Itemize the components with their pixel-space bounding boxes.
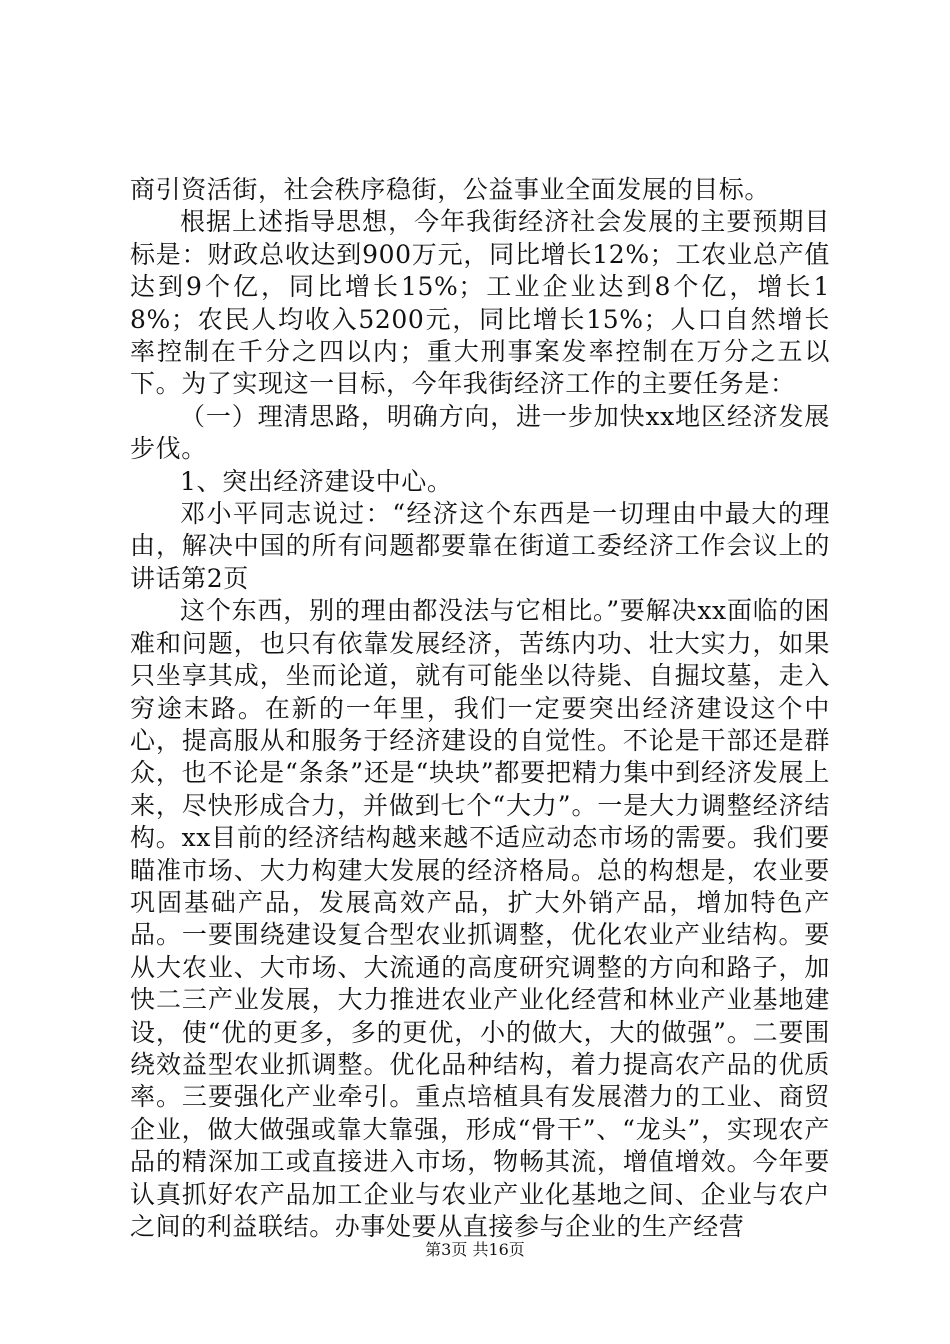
paragraph-economic-structure: 这个东西，别的理由都没法与它相比。”要解决xx面临的困难和问题，也只有依靠发展经济，苦练内功、壮大实力，如果只坐享其成，坐而论道，就有可能坐以待毙、自掘坟墓，走入穷途末路。在新的一年里，我们一定要突出经济建设这个中心，提高服从和服务于经济建设的自觉性。不论是干部还是群众，也不论是“条条”还是“块块”都要把精力集中到经济发展上来，尽快形成合力，并做到七个“大力”。一是大力调整经济结构。xx目前的经济结构越来越不适应动态市场的需要。我们要瞄准市场、大力构建大发展的经济格局。总的构想是，农业要巩固基础产品，发展高效产品，扩大外销产品，增加特色产品。一要围绕建设复合型农业抓调整，优化农业产业结构。要从大农业、大市场、大流通的高度研究调整的方向和路子，加快二三产业发展，大力推进农业产业化经营和林业产业基地建设，使“优的更多，多的更优，小的做大，大的做强”。二要围绕效益型农业抓调整。优化品种结构，着力提高农产品的优质率。三要强化产业牵引。重点培植具有发展潜力的工业、商贸企业，做大做强或靠大靠强，形成“骨干”、“龙头”，实现农产品的精深加工或直接进入市场，物畅其流，增值增效。今年要认真抓好农产品加工企业与农业产业化基地之间、企业与农户之间的利益联结。办事处要从直接参与企业的生产经营 xyxy=(130,596,830,1241)
paragraph-targets: 根据上述指导思想，今年我街经济社会发展的主要预期目标是：财政总收达到900万元，同比增长12%；工农业总产值达到9个亿，同比增长15%；工业企业达到8个亿，增长18%；农民人均收入5200元，同比增长15%；人口自然增长率控制在千分之四以内；重大刑事案发率控制在万分之五以下。为了实现这一目标，今年我街经济工作的主要任务是： xyxy=(130,207,830,399)
paragraph-deng-quote: 邓小平同志说过：“经济这个东西是一切理由中最大的理由，解决中国的所有问题都要靠在街道工委经济工作会议上的讲话第2页 xyxy=(130,499,830,593)
subsection-heading-1: 1、突出经济建设中心。 xyxy=(180,466,453,496)
section-heading-1: （一）理清思路，明确方向，进一步加快xx地区经济发展步伐。 xyxy=(130,401,830,464)
document-body xyxy=(130,174,830,1243)
paragraph-continuation: 商引资活街，社会秩序稳街，公益事业全面发展的目标。 xyxy=(130,175,771,204)
page-footer: 第3页 共16页 xyxy=(425,1240,525,1259)
